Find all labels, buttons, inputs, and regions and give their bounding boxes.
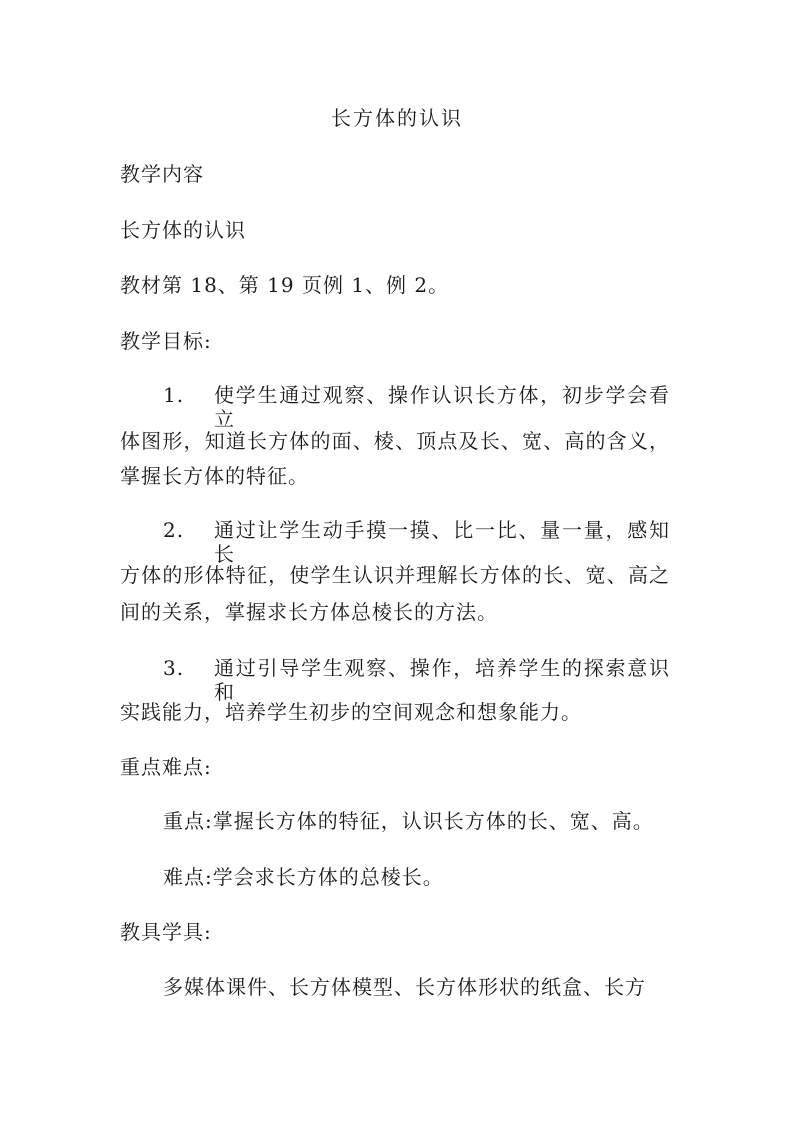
section-heading-tools: 教具学具:: [120, 920, 212, 944]
difficult-point: 难点:学会求长方体的总棱长。: [163, 865, 444, 889]
objective-2-line-1: 通过让学生动手摸一摸、比一比、量一量，感知长: [214, 518, 670, 566]
objective-1-line-2: 体图形，知道长方体的面、棱、顶点及长、宽、高的含义，: [120, 429, 670, 453]
objective-1-line-3: 掌握长方体的特征。: [120, 464, 309, 488]
section-heading-content: 教学内容: [120, 162, 204, 186]
objective-3-line-1: 通过引导学生观察、操作，培养学生的探索意识和: [214, 656, 670, 704]
objective-1-number: 1.: [163, 383, 185, 407]
document-title: 长方体的认识: [331, 106, 463, 130]
objective-2-line-2: 方体的形体特征，使学生认识并理解长方体的长、宽、高之: [120, 563, 670, 587]
tools-line-1: 多媒体课件、长方体模型、长方体形状的纸盒、长方: [163, 975, 646, 999]
section-heading-key-points: 重点难点:: [120, 755, 212, 779]
objective-3-line-2: 实践能力，培养学生初步的空间观念和想象能力。: [120, 700, 582, 724]
key-point: 重点:掌握长方体的特征，认识长方体的长、宽、高。: [163, 809, 654, 833]
content-line-1: 长方体的认识: [120, 218, 246, 242]
objective-3-number: 3.: [163, 656, 185, 680]
content-line-2: 教材第 18、第 19 页例 1、例 2。: [120, 273, 450, 297]
objective-2-number: 2.: [163, 518, 185, 542]
section-heading-objectives: 教学目标:: [120, 329, 212, 353]
objective-2-line-3: 间的关系，掌握求长方体总棱长的方法。: [120, 600, 498, 624]
objective-1-line-1: 使学生通过观察、操作认识长方体，初步学会看立: [214, 383, 670, 431]
